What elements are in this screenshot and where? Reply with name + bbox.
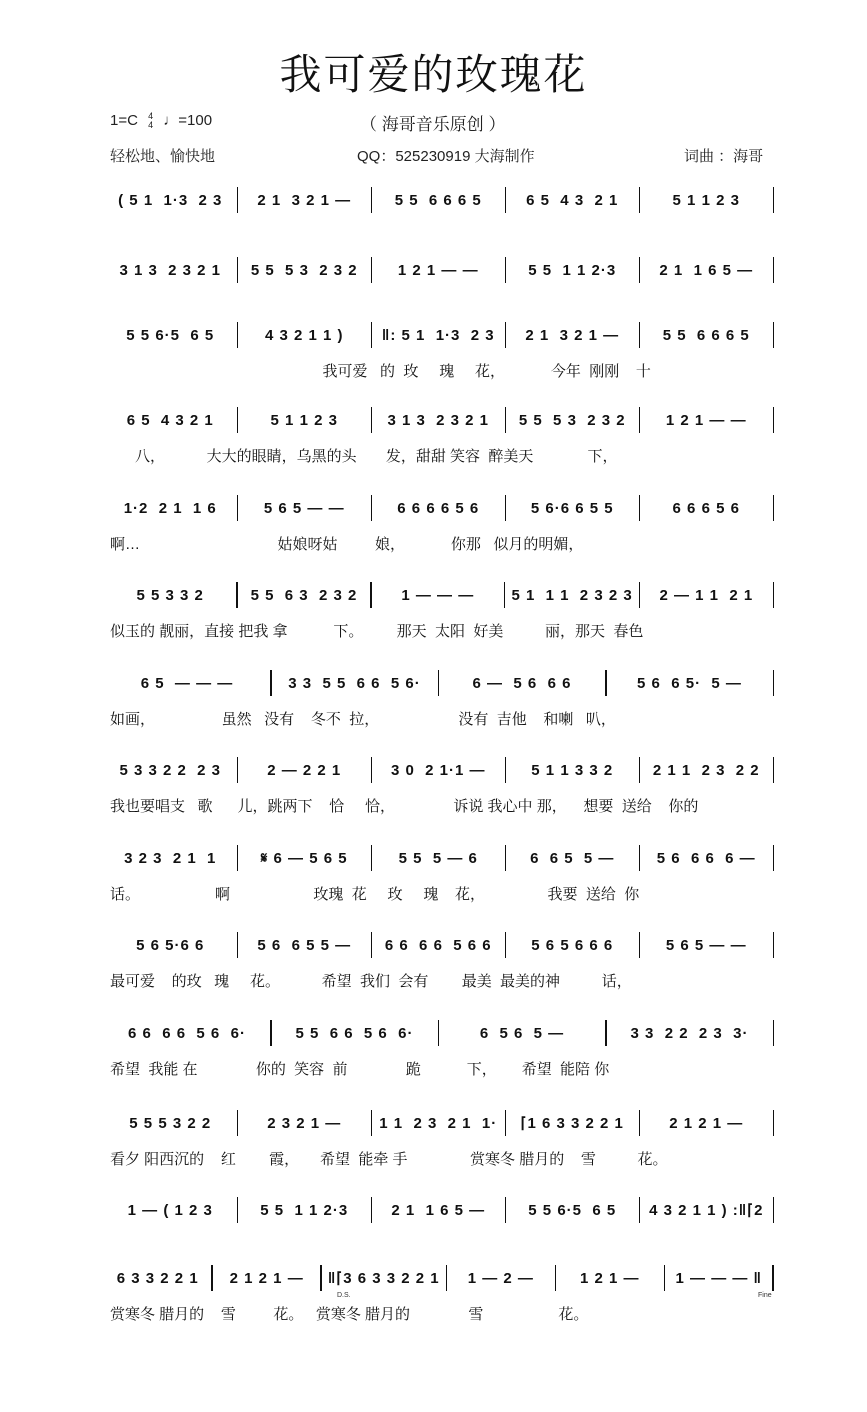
barline bbox=[270, 1020, 272, 1046]
measure: 6 3 3 2 2 1 bbox=[116, 1269, 199, 1287]
barline bbox=[639, 407, 641, 433]
measure: 5 5 5 — 6 bbox=[398, 849, 478, 867]
measure: 2 1 1 6 5 — bbox=[659, 261, 754, 279]
barline bbox=[371, 407, 373, 433]
barline bbox=[505, 757, 507, 783]
measure: 6 5 — — — bbox=[140, 674, 234, 692]
barline bbox=[773, 845, 775, 871]
barline bbox=[639, 1197, 641, 1223]
measure: ( 5 1 1·3 2 3 bbox=[118, 191, 223, 209]
measure: 5 5 6 6 5 6 6· bbox=[295, 1024, 414, 1042]
barline bbox=[639, 757, 641, 783]
subtitle: （ 海哥音乐原创 ） bbox=[360, 115, 506, 134]
measure: 5 5 5 3 2 2 bbox=[129, 1114, 212, 1132]
notation-line bbox=[110, 930, 780, 960]
measure: 6 6 5 5 — bbox=[530, 849, 615, 867]
barline bbox=[237, 932, 239, 958]
measure: 3 0 2 1·1 — bbox=[390, 761, 486, 779]
mood-marking: 轻松地、愉快地 bbox=[110, 148, 216, 165]
measure: 1 1 2 3 2 1 1· bbox=[379, 1114, 498, 1132]
measure: 𝄋 6 — 5 6 5 bbox=[260, 849, 348, 867]
notation-line bbox=[110, 493, 780, 523]
measure: 4 3 2 1 1 ) bbox=[264, 326, 344, 344]
barline bbox=[505, 1197, 507, 1223]
measure: 5 5 6·5 6 5 bbox=[528, 1201, 617, 1219]
measure: 1 2 1 — bbox=[580, 1269, 640, 1287]
measure: ‖: 5 1 1·3 2 3 bbox=[381, 326, 495, 344]
barline bbox=[371, 932, 373, 958]
measure: 2 — 2 2 1 bbox=[267, 761, 342, 779]
notation-line bbox=[110, 405, 780, 435]
measure: 2 1 1 2 3 2 2 bbox=[652, 761, 760, 779]
measure: 2 — 1 1 2 1 bbox=[659, 586, 754, 604]
measure: 1·2 2 1 1 6 bbox=[123, 499, 217, 517]
barline bbox=[639, 257, 641, 283]
lyrics-line: 赏寒冬 腊月的 雪 花。 赏寒冬 腊月的 雪 花。 bbox=[110, 1306, 589, 1323]
barline bbox=[773, 1197, 775, 1223]
barline bbox=[237, 257, 239, 283]
measure: 5 1 1 2 3 bbox=[672, 191, 740, 209]
barline bbox=[639, 932, 641, 958]
measure: 5 5 6·5 6 5 bbox=[126, 326, 215, 344]
notation-line bbox=[110, 580, 780, 610]
barline bbox=[773, 670, 775, 696]
barline bbox=[505, 845, 507, 871]
credit-qq: QQ：525230919 大海制作 bbox=[357, 148, 535, 165]
barline bbox=[237, 322, 239, 348]
measure: 6 6 6 5 6 bbox=[672, 499, 740, 517]
barline bbox=[237, 1110, 239, 1136]
barline bbox=[773, 322, 775, 348]
lyrics-line: 八， 大大的眼睛，乌黑的头 发，甜甜 笑容 醉美天 下， bbox=[110, 448, 618, 465]
ds-marking: D.S. bbox=[337, 1292, 351, 1299]
measure: 5 6·6 6 5 5 bbox=[530, 499, 614, 517]
lyrics-line: 我也要唱支 歌 儿，跳两下 恰 恰， 诉说 我心中 那， 想要 送给 你的 bbox=[110, 798, 699, 815]
barline bbox=[370, 582, 372, 608]
credit-author: 词曲 ：海哥 bbox=[684, 148, 764, 165]
measure: 2 1 3 2 1 — bbox=[257, 191, 352, 209]
measure: 5 5 1 1 2·3 bbox=[528, 261, 617, 279]
barline bbox=[371, 1110, 373, 1136]
lyrics-line: 如画， 虽然 没有 冬不 拉， 没有 吉他 和喇 叭， bbox=[110, 711, 616, 728]
notation-line bbox=[110, 1108, 780, 1138]
barline bbox=[639, 582, 641, 608]
barline bbox=[505, 407, 507, 433]
barline bbox=[446, 1265, 448, 1291]
notation-line bbox=[110, 1263, 780, 1293]
barline bbox=[270, 670, 272, 696]
measure: 6 5 4 3 2 1 bbox=[526, 191, 619, 209]
barline bbox=[438, 1020, 440, 1046]
barline bbox=[237, 407, 239, 433]
notation-line bbox=[110, 668, 780, 698]
barline bbox=[664, 1265, 666, 1291]
song-title: 我可爱的玫瑰花 bbox=[279, 50, 588, 99]
measure: 3 3 5 5 6 6 5 6· bbox=[288, 674, 421, 692]
measure: 6 6 6 6 5 6 bbox=[397, 499, 480, 517]
measure: 5 5 6 6 6 5 bbox=[662, 326, 750, 344]
measure: 5 1 1 1 2 3 2 3 bbox=[511, 586, 633, 604]
measure: 5 1 1 3 3 2 bbox=[531, 761, 614, 779]
measure: ‖⌈3 6 3 3 2 2 1 bbox=[327, 1270, 440, 1287]
measure: 5 5 5 3 2 3 2 bbox=[518, 411, 626, 429]
notation-line bbox=[110, 843, 780, 873]
barline bbox=[773, 495, 775, 521]
fine-marking: Fine bbox=[758, 1292, 772, 1299]
barline bbox=[237, 495, 239, 521]
measure: 4 3 2 1 1 ) :‖⌈2 bbox=[649, 1202, 764, 1219]
measure: 1 — ( 1 2 3 bbox=[127, 1201, 213, 1219]
measure: 3 1 3 2 3 2 1 bbox=[387, 411, 490, 429]
barline bbox=[371, 495, 373, 521]
measure: 5 5 6 6 6 5 bbox=[394, 191, 482, 209]
barline bbox=[773, 257, 775, 283]
tempo: ♩=100 bbox=[163, 112, 213, 129]
measure: 2 3 2 1 — bbox=[267, 1114, 342, 1132]
barline bbox=[773, 757, 775, 783]
barline bbox=[773, 187, 775, 213]
measure: 2 1 1 6 5 — bbox=[391, 1201, 486, 1219]
measure: 6 — 5 6 6 6 bbox=[472, 674, 572, 692]
measure: 1 2 1 — — bbox=[397, 261, 479, 279]
measure: 5 1 1 2 3 bbox=[270, 411, 338, 429]
measure: 5 5 5 3 2 3 2 bbox=[250, 261, 358, 279]
lyrics-line: 最可爱 的玫 瑰 花。 希望 我们 会有 最美 最美的神 话， bbox=[110, 973, 632, 990]
barline bbox=[773, 407, 775, 433]
barline bbox=[438, 670, 440, 696]
barline bbox=[505, 1110, 507, 1136]
measure: 2 1 3 2 1 — bbox=[525, 326, 620, 344]
measure: 5 6 6 6 6 — bbox=[656, 849, 756, 867]
barline bbox=[237, 1197, 239, 1223]
barline bbox=[320, 1265, 322, 1291]
barline bbox=[639, 1110, 641, 1136]
barline bbox=[371, 187, 373, 213]
measure: 2 1 2 1 — bbox=[669, 1114, 744, 1132]
measure: 2 1 2 1 — bbox=[229, 1269, 304, 1287]
measure: 3 3 2 2 2 3 3· bbox=[630, 1024, 749, 1042]
barline bbox=[237, 845, 239, 871]
barline bbox=[773, 1110, 775, 1136]
notation-line bbox=[110, 755, 780, 785]
measure: 1 2 1 — — bbox=[665, 411, 747, 429]
barline bbox=[237, 757, 239, 783]
barline bbox=[505, 187, 507, 213]
measure: 5 6 5·6 6 bbox=[136, 936, 205, 954]
measure: 6 5 4 3 2 1 bbox=[126, 411, 214, 429]
lyrics-line: 话。 啊 玫瑰 花 玫 瑰 花， 我要 送给 你 bbox=[110, 886, 640, 903]
barline bbox=[773, 582, 775, 608]
barline bbox=[773, 1020, 775, 1046]
key-signature: 1=C bbox=[110, 112, 138, 129]
measure: 5 3 3 2 2 2 3 bbox=[119, 761, 222, 779]
notation-line bbox=[110, 1195, 780, 1225]
key-tempo bbox=[110, 112, 212, 130]
measure: 5 5 6 3 2 3 2 bbox=[250, 586, 358, 604]
measure: 3 1 3 2 3 2 1 bbox=[119, 261, 222, 279]
barline bbox=[639, 845, 641, 871]
barline bbox=[555, 1265, 557, 1291]
barline bbox=[505, 495, 507, 521]
barline bbox=[605, 670, 607, 696]
measure: 1 — — — ‖ bbox=[675, 1269, 762, 1287]
measure: 3 2 3 2 1 1 bbox=[124, 849, 217, 867]
measure: 1 — 2 — bbox=[467, 1269, 534, 1287]
lyrics-line: 似玉的 靓丽，直接 把我 拿 下。 那天 太阳 好美 丽，那天 春色 bbox=[110, 623, 644, 640]
barline bbox=[504, 582, 506, 608]
barline bbox=[371, 257, 373, 283]
barline bbox=[773, 932, 775, 958]
measure: 5 6 5 — — bbox=[665, 936, 747, 954]
lyrics-line: 希望 我能 在 你的 笑容 前 跪 下， 希望 能陪 你 bbox=[110, 1061, 610, 1078]
notation-line bbox=[110, 1018, 780, 1048]
barline bbox=[639, 322, 641, 348]
barline bbox=[505, 932, 507, 958]
measure: 6 5 6 5 — bbox=[479, 1024, 565, 1042]
measure: 5 6 6 5 5 — bbox=[257, 936, 352, 954]
time-signature: 4 4 bbox=[148, 111, 154, 131]
barline bbox=[371, 757, 373, 783]
measure: ⌈1 6 3 3 2 2 1 bbox=[520, 1115, 624, 1132]
barline bbox=[639, 495, 641, 521]
barline bbox=[639, 187, 641, 213]
notation-line bbox=[110, 255, 780, 285]
lyrics-line: 看夕 阳西沉的 红 霞， 希望 能牵 手 赏寒冬 腊月的 雪 花。 bbox=[110, 1151, 668, 1168]
notation-line bbox=[110, 320, 780, 350]
barline bbox=[371, 1197, 373, 1223]
barline bbox=[505, 322, 507, 348]
measure: 5 5 1 1 2·3 bbox=[260, 1201, 349, 1219]
measure: 6 6 6 6 5 6 6· bbox=[128, 1024, 246, 1042]
barline bbox=[772, 1265, 774, 1291]
measure: 5 5 3 3 2 bbox=[136, 586, 204, 604]
measure: 6 6 6 6 5 6 6 bbox=[384, 936, 492, 954]
measure: 5 6 5 6 6 6 bbox=[531, 936, 614, 954]
barline bbox=[236, 582, 238, 608]
lyrics-line: 啊… 姑娘呀姑 娘， 你那 似月的明媚， bbox=[110, 536, 584, 553]
measure: 5 6 6 5· 5 — bbox=[637, 674, 742, 692]
barline bbox=[211, 1265, 213, 1291]
barline bbox=[505, 257, 507, 283]
barline bbox=[371, 845, 373, 871]
barline bbox=[371, 322, 373, 348]
barline bbox=[605, 1020, 607, 1046]
barline bbox=[237, 187, 239, 213]
measure: 1 — — — bbox=[401, 586, 475, 604]
measure: 5 6 5 — — bbox=[263, 499, 345, 517]
notation-line bbox=[110, 185, 780, 215]
lyrics-line: 我可爱 的 玫 瑰 花， 今年 刚刚 十 bbox=[110, 363, 651, 380]
